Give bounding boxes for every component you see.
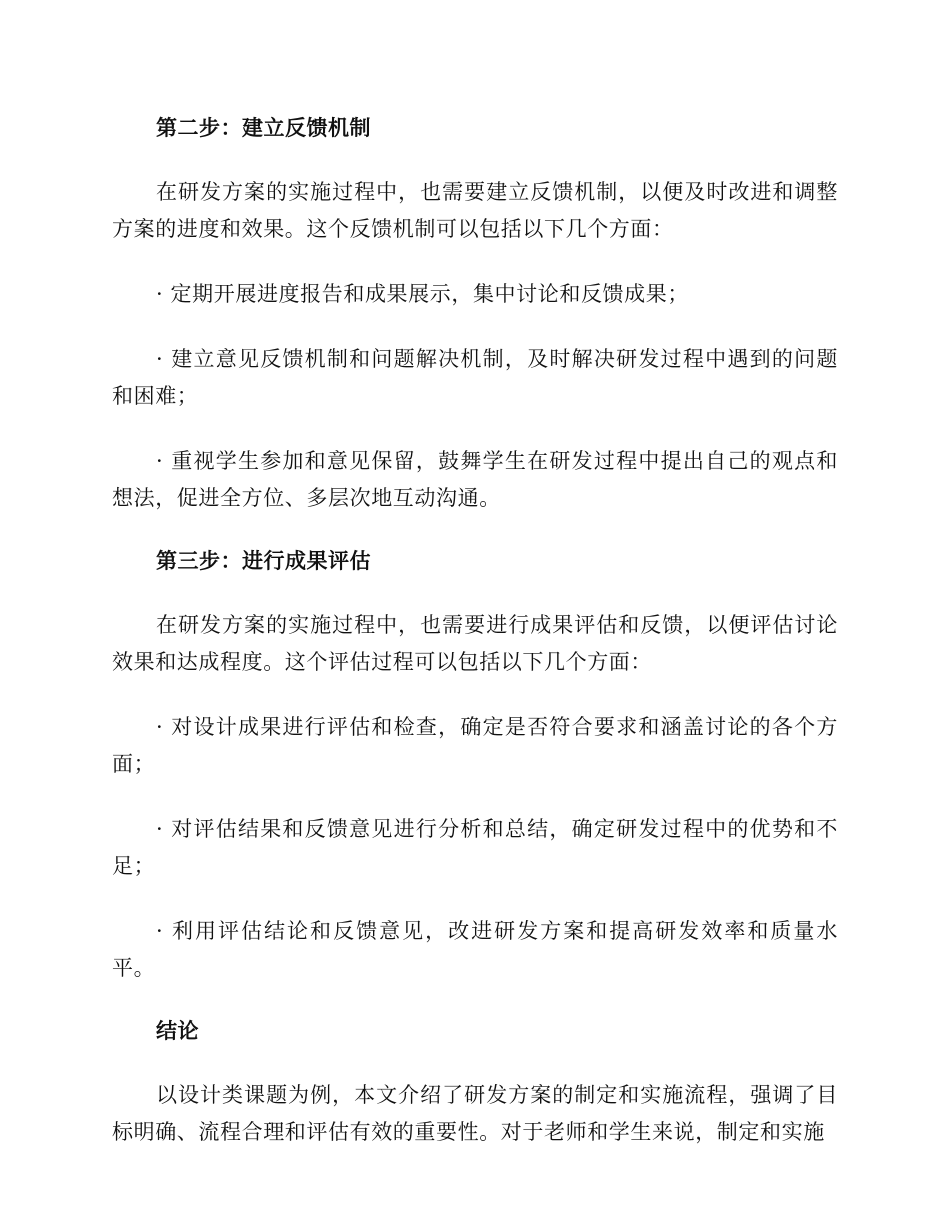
section-heading-conclusion: 结论	[156, 1019, 199, 1043]
bullet-item-progress-report: · 定期开展进度报告和成果展示，集中讨论和反馈成果；	[156, 282, 689, 306]
paragraph-conclusion: 以设计类课题为例，本文介绍了研发方案的制定和实施流程，强调了目标明确、流程合理和评估有效的重要性。对于老师和学生来说，制定和实施	[112, 1083, 838, 1144]
bullet-item-feedback-mechanism: · 建立意见反馈机制和问题解决机制，及时解决研发过程中遇到的问题和困难；	[112, 347, 838, 408]
bullet-item-student-participation: · 重视学生参加和意见保留，鼓舞学生在研发过程中提出自己的观点和想法，促进全方位、多层次地互动沟通。	[112, 449, 838, 510]
section-heading-step-3: 第三步：进行成果评估	[156, 549, 371, 573]
bullet-item-evaluate-results: · 对设计成果进行评估和检查，确定是否符合要求和涵盖讨论的各个方面；	[112, 715, 838, 776]
paragraph-intro-evaluation: 在研发方案的实施过程中，也需要进行成果评估和反馈，以便评估讨论效果和达成程度。这个评估过程可以包括以下几个方面：	[112, 613, 838, 674]
bullet-item-analyze-feedback: · 对评估结果和反馈意见进行分析和总结，确定研发过程中的优势和不足；	[112, 817, 838, 878]
bullet-item-improve-plan: · 利用评估结论和反馈意见，改进研发方案和提高研发效率和质量水平。	[112, 919, 838, 980]
section-heading-step-2: 第二步：建立反馈机制	[156, 116, 371, 140]
paragraph-intro-feedback: 在研发方案的实施过程中，也需要建立反馈机制，以便及时改进和调整方案的进度和效果。这个反馈机制可以包括以下几个方面：	[112, 180, 838, 241]
